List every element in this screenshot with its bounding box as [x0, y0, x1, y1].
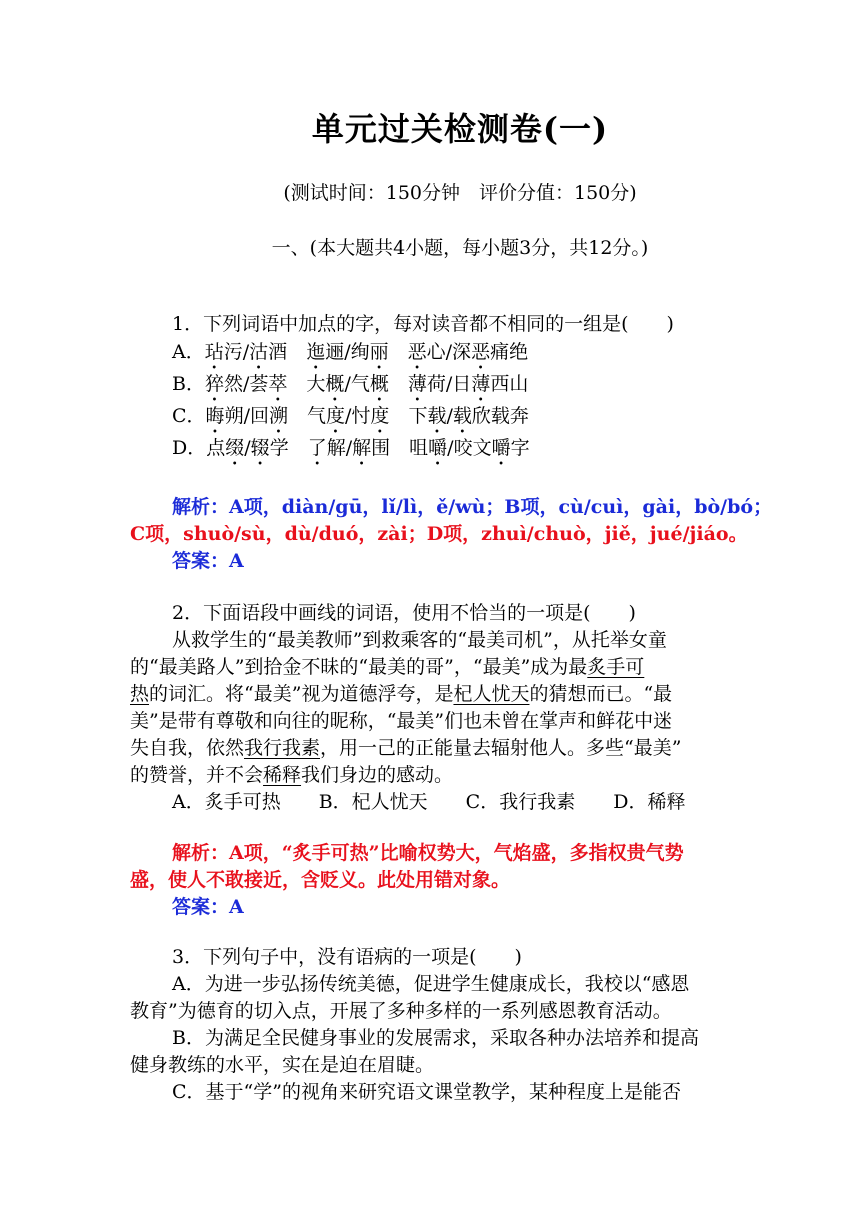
- q3-stem: 3．下列句子中，没有语病的一项是( ): [172, 946, 522, 968]
- page-title: 单元过关检测卷(一): [311, 110, 609, 148]
- q1-analysis-line2: C项，shuò/sù，dù/duó，zài；D项，zhuì/chuò，jiě，jué/jiáo。: [130, 523, 748, 545]
- q2-passage-line4: 美”是带有尊敬和向往的昵称，“最美”们也未曾在掌声和鲜花中迷: [130, 710, 673, 732]
- q2-passage-line2: 的“最美路人”到拾金不昧的“最美的哥”，“最美”成为最炙手可: [130, 656, 645, 678]
- q2-passage-line1: 从救学生的“最美教师”到救乘客的“最美司机”，从托举女童: [172, 629, 667, 651]
- q2-answer: 答案：A: [172, 896, 244, 918]
- q2-passage-line5: 失自我，依然我行我素，用一己的正能量去辐射他人。多些“最美”: [130, 737, 682, 759]
- q2-passage-line3: 热的词汇。将“最美”视为道德浮夸，是杞人忧天的猜想而已。“最: [130, 683, 673, 705]
- q1-stem: 1．下列词语中加点的字，每对读音都不相同的一组是( ): [172, 313, 674, 335]
- q2-analysis-line2: 盛，使人不敢接近，含贬义。此处用错对象。: [130, 869, 511, 891]
- q1-option-a: A．玷污/沽酒 迤逦/绚丽 恶心/深恶痛绝: [172, 341, 529, 363]
- q2-analysis-line1: 解析：A项，“炙手可热”比喻权势大，气焰盛，多指权贵气势: [172, 842, 684, 864]
- q3-option-a-line2: 教育”为德育的切入点，开展了多种多样的一系列感恩教育活动。: [130, 1000, 672, 1022]
- q3-option-a-line1: A．为进一步弘扬传统美德，促进学生健康成长，我校以“感恩: [172, 973, 690, 995]
- section-heading: 一、(本大题共4小题，每小题3分，共12分。): [271, 237, 649, 259]
- exam-info: (测试时间：150分钟 评价分值：150分): [283, 182, 637, 204]
- q1-option-c: C．晦朔/回溯 气度/忖度 下载/载欣载奔: [172, 405, 529, 427]
- q2-stem: 2．下面语段中画线的词语，使用不恰当的一项是( ): [172, 602, 636, 624]
- q2-passage-line6: 的赞誉，并不会稀释我们身边的感动。: [130, 764, 454, 786]
- q1-option-b: B．猝然/荟萃 大概/气概 薄荷/日薄西山: [172, 373, 529, 395]
- q1-answer: 答案：A: [172, 550, 244, 572]
- q3-option-b-line2: 健身教练的水平，实在是迫在眉睫。: [130, 1054, 435, 1076]
- q3-option-b-line1: B．为满足全民健身事业的发展需求，采取各种办法培养和提高: [172, 1027, 699, 1049]
- q3-option-c-line1: C．基于“学”的视角来研究语文课堂教学，某种程度上是能否: [172, 1081, 681, 1103]
- q2-options: A．炙手可热 B．杞人忧天 C．我行我素 D．稀释: [172, 791, 686, 813]
- q1-option-d: D．点缀/辍学 了解/解围 咀嚼/咬文嚼字: [172, 437, 530, 459]
- q1-analysis-line1: 解析：A项，diàn/gū，lǐ/lì，ě/wù；B项，cù/cuì，gài，bò/bó；: [172, 496, 773, 518]
